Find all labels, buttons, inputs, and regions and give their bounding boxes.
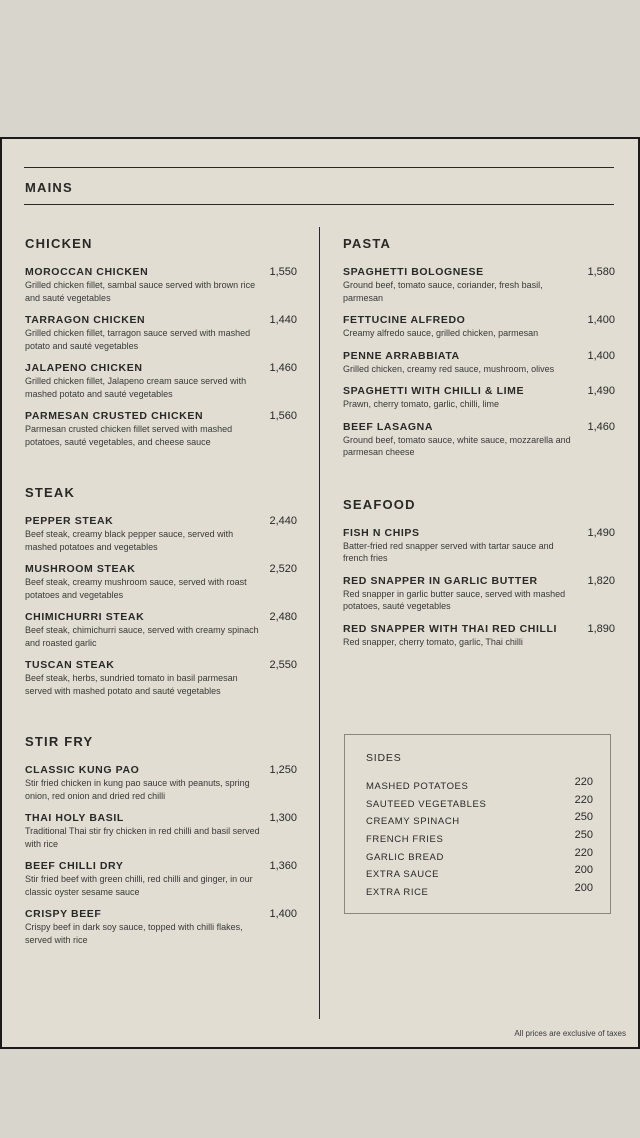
column-divider xyxy=(319,227,320,1019)
side-item xyxy=(366,864,593,882)
menu-item xyxy=(25,659,297,697)
top-rule xyxy=(24,167,614,168)
section-title-pasta: PASTA xyxy=(343,236,392,251)
item-description: Beef steak, creamy black pepper sauce, served with mashed potatoes and vegetables xyxy=(25,529,234,552)
side-item xyxy=(366,882,593,900)
side-item xyxy=(366,847,593,865)
section-title-stir-fry: STIR FRY xyxy=(25,734,94,749)
menu-card xyxy=(0,137,640,1049)
title-rule xyxy=(24,204,614,205)
item-description: Beef steak, herbs, sundried tomato in basil parmesan served with mashed potato and sauté vegetables xyxy=(25,673,238,696)
menu-item xyxy=(343,350,615,376)
menu-item xyxy=(343,575,615,613)
item-description: Grilled chicken fillet, tarragon sauce served with mashed potato and sauté vegetables xyxy=(25,328,251,351)
item-price: 1,550 xyxy=(269,266,297,278)
side-item xyxy=(366,794,593,812)
side-name: SAUTEED VEGETABLES xyxy=(366,798,487,810)
item-name: PENNE ARRABBIATA xyxy=(343,349,460,362)
sides-box xyxy=(344,734,611,914)
item-description: Ground beef, tomato sauce, white sauce, mozzarella and parmesan cheese xyxy=(343,434,571,457)
side-name: EXTRA SAUCE xyxy=(366,869,440,881)
item-price: 1,400 xyxy=(587,349,615,362)
item-name: TARRAGON CHICKEN xyxy=(25,314,146,326)
side-item xyxy=(366,811,593,829)
item-description: Parmesan crusted chicken fillet served with mashed potatoes, sauté vegetables, and cheese sauce xyxy=(25,424,233,447)
item-price: 1,300 xyxy=(269,812,297,824)
side-price: 220 xyxy=(574,793,593,806)
item-name: FISH N CHIPS xyxy=(343,526,420,539)
menu-item xyxy=(343,527,615,565)
item-description: Stir fried chicken in kung pao sauce with peanuts, spring onion, red onion and dried red chilli xyxy=(25,778,250,801)
menu-item xyxy=(25,908,297,946)
item-name: PARMESAN CRUSTED CHICKEN xyxy=(25,410,204,422)
menu-item xyxy=(343,385,615,411)
menu-item xyxy=(25,812,297,850)
side-price: 250 xyxy=(574,811,593,824)
section-title-chicken: CHICKEN xyxy=(25,236,93,251)
item-price: 2,520 xyxy=(269,563,297,575)
menu-item xyxy=(25,314,297,352)
item-name: SPAGHETTI WITH CHILLI & LIME xyxy=(343,385,525,397)
item-price: 1,560 xyxy=(269,410,297,422)
item-name: BEEF LASAGNA xyxy=(343,420,434,433)
menu-item xyxy=(25,266,297,304)
menu-item xyxy=(343,266,615,304)
item-name: JALAPENO CHICKEN xyxy=(25,362,143,374)
item-description: Prawn, cherry tomato, garlic, chilli, lime xyxy=(343,399,500,409)
price-footnote: All prices are exclusive of taxes xyxy=(514,1029,626,1038)
page-title: MAINS xyxy=(25,180,73,195)
menu-item xyxy=(25,764,297,802)
side-name: CREAMY SPINACH xyxy=(366,816,460,828)
item-price: 1,360 xyxy=(269,860,297,872)
item-price: 1,490 xyxy=(587,526,615,539)
side-price: 220 xyxy=(574,846,593,859)
section-title-steak: STEAK xyxy=(25,485,76,500)
item-name: THAI HOLY BASIL xyxy=(25,812,124,824)
menu-item xyxy=(343,314,615,340)
menu-item xyxy=(343,623,615,649)
menu-item xyxy=(25,611,297,649)
item-price: 2,550 xyxy=(269,659,297,671)
item-description: Ground beef, tomato sauce, coriander, fresh basil, parmesan xyxy=(343,280,543,303)
section-title-seafood: SEAFOOD xyxy=(343,496,416,512)
item-description: Beef steak, chimichurri sauce, served with creamy spinach and roasted garlic xyxy=(25,625,259,648)
item-description: Grilled chicken fillet, Jalapeno cream sauce served with mashed potato and sauté vegetables xyxy=(25,376,247,399)
item-name: PEPPER STEAK xyxy=(25,515,114,527)
item-name: MOROCCAN CHICKEN xyxy=(25,266,149,278)
side-price: 250 xyxy=(574,829,593,842)
item-description: Grilled chicken fillet, sambal sauce served with brown rice and sauté vegetables xyxy=(25,280,256,303)
left-column xyxy=(25,236,297,956)
item-description: Red snapper, cherry tomato, garlic, Thai chilli xyxy=(343,636,523,647)
side-item xyxy=(366,829,593,847)
right-column xyxy=(343,236,615,658)
item-name: CLASSIC KUNG PAO xyxy=(25,764,140,776)
menu-item xyxy=(25,410,297,448)
side-item xyxy=(366,776,593,794)
side-name: EXTRA RICE xyxy=(366,887,429,899)
menu-item xyxy=(343,421,615,459)
menu-item xyxy=(25,563,297,601)
item-description: Traditional Thai stir fry chicken in red chilli and basil served with rice xyxy=(25,826,260,849)
item-price: 2,440 xyxy=(269,515,297,527)
side-price: 200 xyxy=(574,864,593,877)
item-price: 1,400 xyxy=(587,314,615,326)
menu-item xyxy=(25,515,297,553)
item-name: FETTUCINE ALFREDO xyxy=(343,314,466,326)
item-price: 1,400 xyxy=(269,908,297,920)
item-price: 1,250 xyxy=(269,764,297,776)
side-name: FRENCH FRIES xyxy=(366,834,444,846)
item-description: Crispy beef in dark soy sauce, topped with chilli flakes, served with rice xyxy=(25,922,243,945)
item-description: Creamy alfredo sauce, grilled chicken, parmesan xyxy=(343,328,539,338)
item-name: TUSCAN STEAK xyxy=(25,659,115,671)
side-name: GARLIC BREAD xyxy=(366,851,444,863)
menu-item xyxy=(25,362,297,400)
item-description: Grilled chicken, creamy red sauce, mushroom, olives xyxy=(343,363,555,374)
item-description: Batter-fried red snapper served with tartar sauce and french fries xyxy=(343,540,554,563)
item-name: RED SNAPPER WITH THAI RED CHILLI xyxy=(343,622,558,635)
item-description: Red snapper in garlic butter sauce, served with mashed potatoes, sauté vegetables xyxy=(343,588,566,611)
item-price: 2,480 xyxy=(269,611,297,623)
side-name: MASHED POTATOES xyxy=(366,781,469,792)
item-price: 1,460 xyxy=(587,420,615,433)
item-price: 1,580 xyxy=(587,266,615,278)
sides-list xyxy=(366,776,593,900)
item-name: MUSHROOM STEAK xyxy=(25,563,136,575)
menu-item xyxy=(25,860,297,898)
item-name: BEEF CHILLI DRY xyxy=(25,860,124,872)
item-name: SPAGHETTI BOLOGNESE xyxy=(343,266,484,278)
item-name: CHIMICHURRI STEAK xyxy=(25,611,145,623)
item-name: RED SNAPPER IN GARLIC BUTTER xyxy=(343,574,538,587)
item-description: Stir fried beef with green chilli, red chilli and ginger, in our classic oyster sesame sauce xyxy=(25,874,253,897)
item-price: 1,490 xyxy=(587,385,615,397)
sides-title: SIDES xyxy=(366,752,402,764)
side-price: 200 xyxy=(574,882,593,895)
item-price: 1,820 xyxy=(587,574,615,587)
item-price: 1,460 xyxy=(269,362,297,374)
item-description: Beef steak, creamy mushroom sauce, served with roast potatoes and vegetables xyxy=(25,577,247,600)
side-price: 220 xyxy=(574,776,593,788)
item-price: 1,890 xyxy=(587,622,615,635)
item-price: 1,440 xyxy=(269,314,297,326)
item-name: CRISPY BEEF xyxy=(25,908,102,920)
